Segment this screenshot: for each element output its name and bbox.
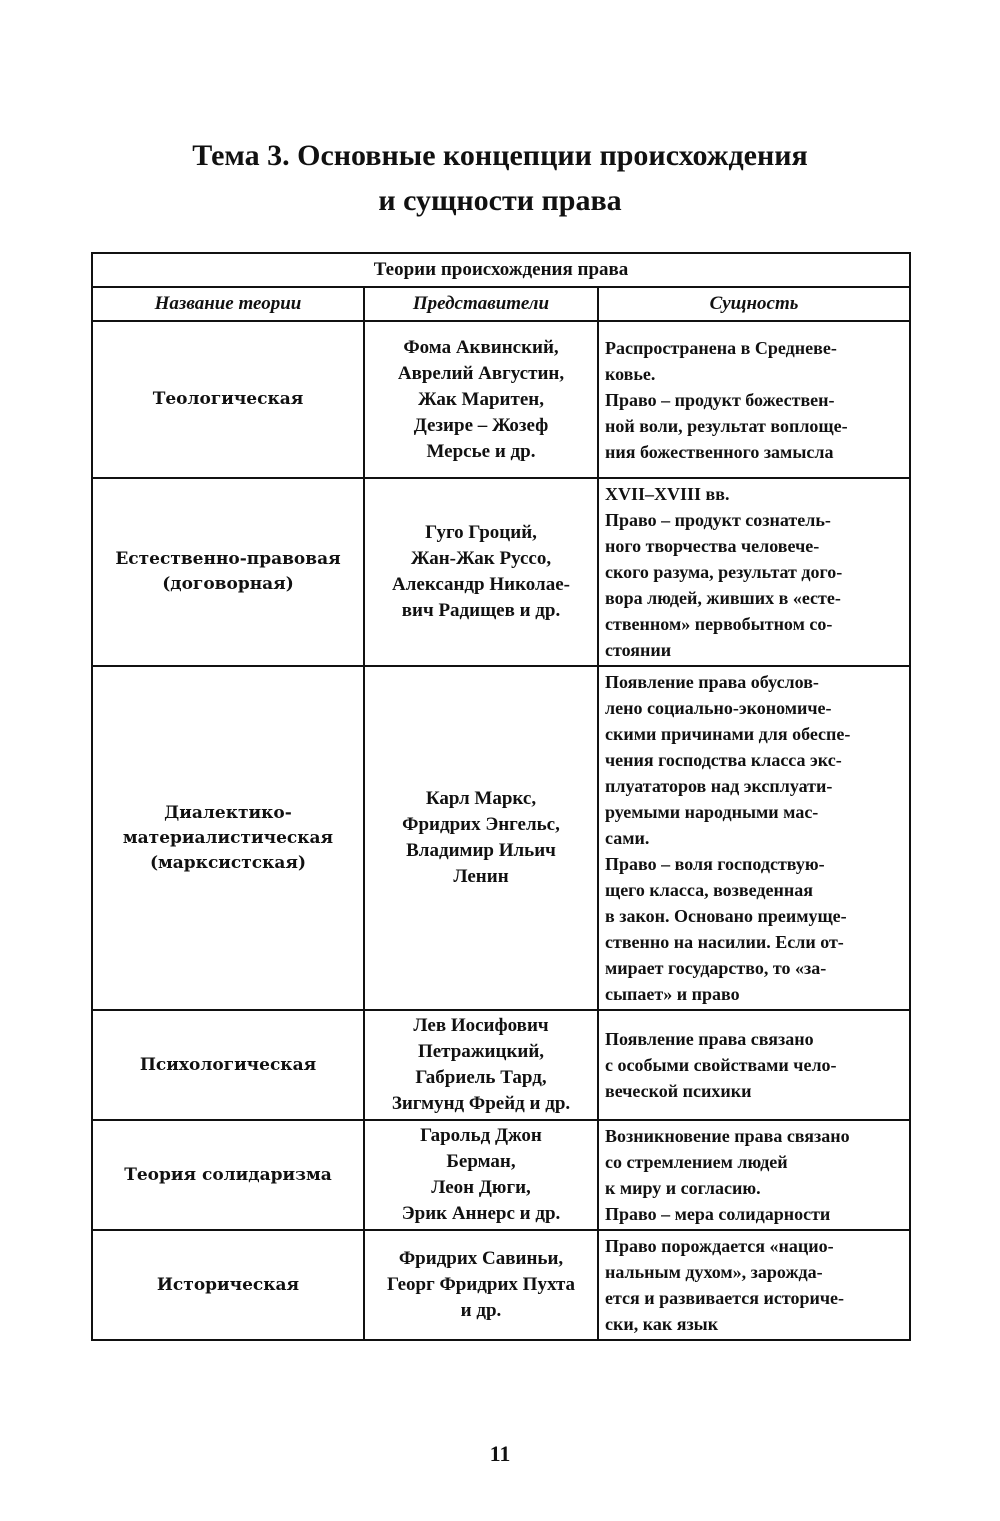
representative-line: Александр Николае- [392,574,570,595]
essence-term-line [605,507,903,533]
representatives-cell [364,666,598,1010]
representative-line: вич Радищев и др. [401,600,561,621]
theory-name-cell [92,321,364,478]
essence-line: вора людей, живших в «есте- [605,588,841,608]
representatives-cell [364,1010,598,1120]
header-name: Название теории [92,287,364,321]
table-body [92,321,910,1340]
representative-line: Гуго Гроций, [425,522,537,543]
theory-name-line: Историческая [156,1274,300,1295]
page-title [0,133,1000,223]
essence-line: ского разума, результат дого- [605,562,843,582]
table-caption: Теории происхождения права [92,253,910,287]
essence-line: веческой психики [605,1081,752,1101]
essence-cell [598,1120,910,1230]
essence-line: Появление права обуслов- [605,672,819,692]
essence-term-line [605,1201,903,1227]
essence-line: к миру и согласию. [605,1178,761,1198]
theory-name-cell [92,478,364,666]
essence-line: скими причинами для обеспе- [605,724,851,744]
essence-line: ковье. [605,363,656,384]
essence-term-lead: – воля господствую- [656,854,825,874]
essence-term: Право [605,510,657,530]
essence-line: сами. [605,828,650,848]
representative-line: и др. [460,1300,502,1321]
essence-term-line [605,851,903,877]
representative-line: Лев Иосифович [413,1015,549,1036]
essence-cell [598,321,910,478]
representative-line: Мерсье и др. [426,440,536,462]
representative-line: Жан-Жак Руссо, [410,548,552,569]
table-header-row [92,287,910,321]
essence-line: со стремлением людей [605,1152,788,1172]
representatives-cell [364,1120,598,1230]
representative-line: Габриель Тард, [415,1067,547,1088]
essence-term-lead: – продукт божествен- [656,389,835,410]
representative-line: Ленин [453,866,509,887]
table-row [92,1230,910,1340]
essence-line: ной воли, результат воплоще- [605,415,848,436]
essence-cell [598,666,910,1010]
essence-line: чения господства класса экс- [605,750,842,770]
theory-name-cell [92,1120,364,1230]
representative-line: Эрик Аннерс и др. [401,1203,561,1224]
essence-line: мирает государство, то «за- [605,958,827,978]
essence-line: щего класса, возведенная [605,880,813,900]
representative-line: Берман, [446,1151,516,1172]
theory-name-line: (договорная) [162,574,294,594]
theory-name-line: Диалектико- [164,802,292,823]
table-caption-row [92,253,910,287]
essence-term-line [605,387,903,413]
table-row [92,1010,910,1120]
theories-table [91,252,911,1341]
theory-name-line: Психологическая [139,1054,317,1075]
representatives-cell [364,1230,598,1340]
representatives-cell [364,478,598,666]
essence-line: Возникновение права связано [605,1126,850,1146]
theory-name-line: Естественно-правовая [115,549,341,569]
title-line-2: и сущности права [378,184,622,217]
theory-name-line: Теория солидаризма [124,1164,332,1185]
essence-line: сыпает» и право [605,984,740,1004]
representative-line: Георг Фридрих Пухта [386,1274,576,1295]
essence-line: в закон. Основано преимуще- [605,906,847,926]
theory-name-cell [92,1230,364,1340]
table-row [92,666,910,1010]
page-number: 11 [489,1441,511,1466]
essence-cell [598,1010,910,1120]
essence-line: XVII–XVIII вв. [605,484,730,504]
representative-line: Карл Маркс, [425,788,537,809]
table-row [92,478,910,666]
table-row [92,321,910,478]
essence-line: ски, как язык [605,1314,719,1334]
theory-name-line: (марксистская) [149,852,307,873]
essence-term: Право [605,854,657,874]
essence-line: ния божественного замысла [605,441,834,462]
title-line-1: Тема 3. Основные концепции происхождения [192,139,808,172]
representative-line: Дезире – Жозеф [413,414,549,436]
essence-line: ственном» первобытном со- [605,614,833,634]
representative-line: Фридрих Энгельс, [402,814,560,835]
essence-term: Право [605,1204,657,1224]
representative-line: Петражицкий, [417,1041,545,1062]
essence-line: ного творчества человече- [605,536,820,556]
representatives-cell [364,321,598,478]
representative-line: Фома Аквинский, [403,336,559,358]
essence-line: ственно на насилии. Если от- [605,932,844,952]
representative-line: Гарольд Джон [420,1125,542,1146]
representative-line: Леон Дюги, [431,1177,531,1198]
table-row [92,1120,910,1230]
representative-line: Фридрих Савиньи, [398,1248,564,1269]
representative-line: Зигмунд Фрейд и др. [391,1093,571,1114]
theory-name-line: Теологическая [152,389,304,409]
theory-name-cell [92,666,364,1010]
essence-line: руемыми народными мас- [605,802,819,822]
essence-line: Появление права связано [605,1029,814,1049]
essence-term-line [605,1233,903,1259]
essence-line: лено социально-экономиче- [605,698,832,718]
essence-line: плуататоров над эксплуати- [605,776,833,796]
essence-cell [598,478,910,666]
theory-name-cell [92,1010,364,1120]
essence-term: Право [605,389,657,410]
essence-line: Распространена в Средневе- [605,337,837,358]
essence-term-lead: – мера солидарности [656,1204,831,1224]
essence-cell [598,1230,910,1340]
header-essence: Сущность [598,287,910,321]
essence-term: Право [605,1236,657,1256]
essence-line: нальным духом», зарожда- [605,1262,823,1282]
essence-line: ется и развивается историче- [605,1288,844,1308]
theory-name-line: материалистическая [122,827,334,848]
essence-term-lead: порождается «нацио- [656,1236,834,1256]
essence-line: с особыми свойствами чело- [605,1055,837,1075]
representative-line: Владимир Ильич [406,840,556,861]
representative-line: Аврелий Августин, [397,362,565,384]
essence-term-lead: – продукт сознатель- [656,510,831,530]
header-representatives: Представители [364,287,598,321]
essence-line: стоянии [605,640,672,660]
representative-line: Жак Маритен, [418,388,544,410]
